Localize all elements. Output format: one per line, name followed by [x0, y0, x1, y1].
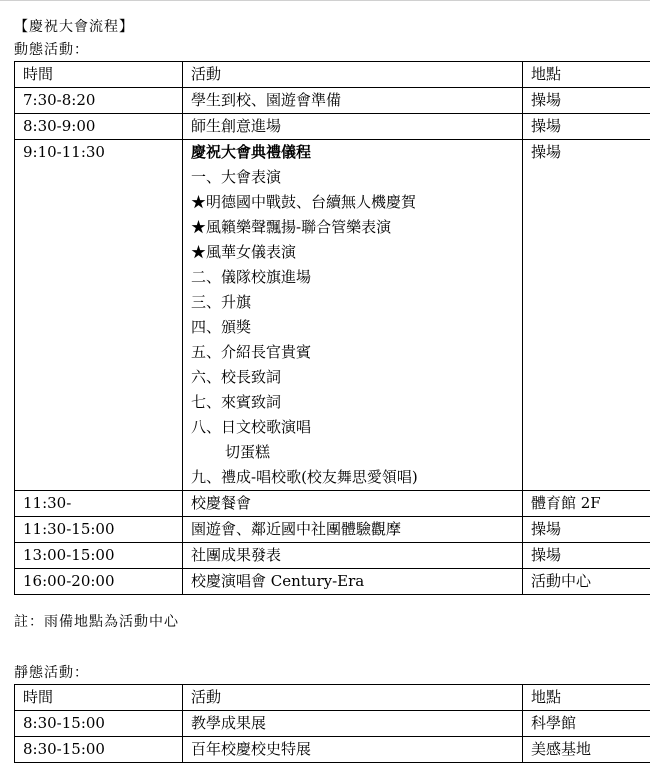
- row-place: 體育館 2F: [523, 491, 650, 517]
- row-time: 8:30-15:00: [15, 737, 183, 763]
- program-item: 二、儀隊校旗進場: [191, 268, 312, 286]
- static-activities-heading: 靜態活動：: [14, 665, 89, 681]
- static-activities-table: [14, 684, 650, 763]
- row-time: 8:30-9:00: [15, 114, 183, 140]
- ceremony-title: 慶祝大會典禮儀程: [191, 143, 312, 161]
- program-item: 七、來賓致詞: [191, 393, 282, 411]
- header-activity: 活動: [183, 62, 523, 88]
- program-item: 三、升旗: [191, 293, 252, 311]
- program-item: 九、禮成-唱校歌(校友舞思愛領唱): [191, 468, 418, 486]
- header-place: 地點: [523, 62, 650, 88]
- row-activity: 百年校慶校史特展: [183, 737, 523, 763]
- row-activity: 園遊會、鄰近國中社團體驗觀摩: [183, 517, 523, 543]
- header-time: 時間: [15, 62, 183, 88]
- row-activity: 師生創意進場: [183, 114, 523, 140]
- row-place: 操場: [523, 543, 650, 569]
- row-place: 活動中心: [523, 569, 650, 595]
- row-time: 11:30-: [15, 491, 183, 517]
- row-activity: 教學成果展: [183, 711, 523, 737]
- row-place: 操場: [523, 517, 650, 543]
- row-place: 操場: [523, 88, 650, 114]
- dynamic-activities-table: [14, 61, 650, 595]
- table-row: [15, 737, 650, 763]
- table-row-ceremony: [15, 140, 650, 491]
- table-row: [15, 491, 650, 517]
- table-row: [15, 114, 650, 140]
- program-item: ★風籟樂聲飄揚-聯合管樂表演: [191, 218, 392, 236]
- dynamic-activities-heading: 動態活動：: [14, 42, 89, 58]
- table-row: [15, 569, 650, 595]
- row-activity: 校慶餐會: [183, 491, 523, 517]
- program-item: 切蛋糕: [225, 443, 271, 461]
- row-place: 操場: [523, 114, 650, 140]
- program-item: ★明德國中戰鼓、台續無人機慶賀: [191, 193, 417, 211]
- program-item: 六、校長致詞: [191, 368, 282, 386]
- header-activity: 活動: [183, 685, 523, 711]
- rain-plan-note: 註：雨備地點為活動中心: [14, 614, 179, 630]
- row-activity: 學生到校、園遊會準備: [183, 88, 523, 114]
- row-time: 9:10-11:30: [15, 140, 183, 491]
- table-row: [15, 543, 650, 569]
- table-row: [15, 711, 650, 737]
- row-time: 16:00-20:00: [15, 569, 183, 595]
- table-row: [15, 88, 650, 114]
- ceremony-program: [183, 140, 523, 491]
- row-time: 13:00-15:00: [15, 543, 183, 569]
- program-item: 八、日文校歌演唱: [191, 418, 312, 436]
- document-title: 【慶祝大會流程】: [14, 19, 134, 35]
- row-place: 美感基地: [523, 737, 650, 763]
- header-place: 地點: [523, 685, 650, 711]
- row-time: 11:30-15:00: [15, 517, 183, 543]
- header-time: 時間: [15, 685, 183, 711]
- row-place: 操場: [523, 140, 650, 491]
- table-header-row: [15, 62, 650, 88]
- row-time: 7:30-8:20: [15, 88, 183, 114]
- table-row: [15, 517, 650, 543]
- row-place: 科學館: [523, 711, 650, 737]
- row-activity: 校慶演唱會 Century-Era: [183, 569, 523, 595]
- row-activity: 社團成果發表: [183, 543, 523, 569]
- program-item: 四、頒獎: [191, 318, 252, 336]
- program-item: 五、介紹長官貴賓: [191, 343, 312, 361]
- row-time: 8:30-15:00: [15, 711, 183, 737]
- table-header-row: [15, 685, 650, 711]
- program-item: ★風華女儀表演: [191, 243, 297, 261]
- top-border: [0, 0, 650, 1]
- program-item: 一、大會表演: [191, 168, 282, 186]
